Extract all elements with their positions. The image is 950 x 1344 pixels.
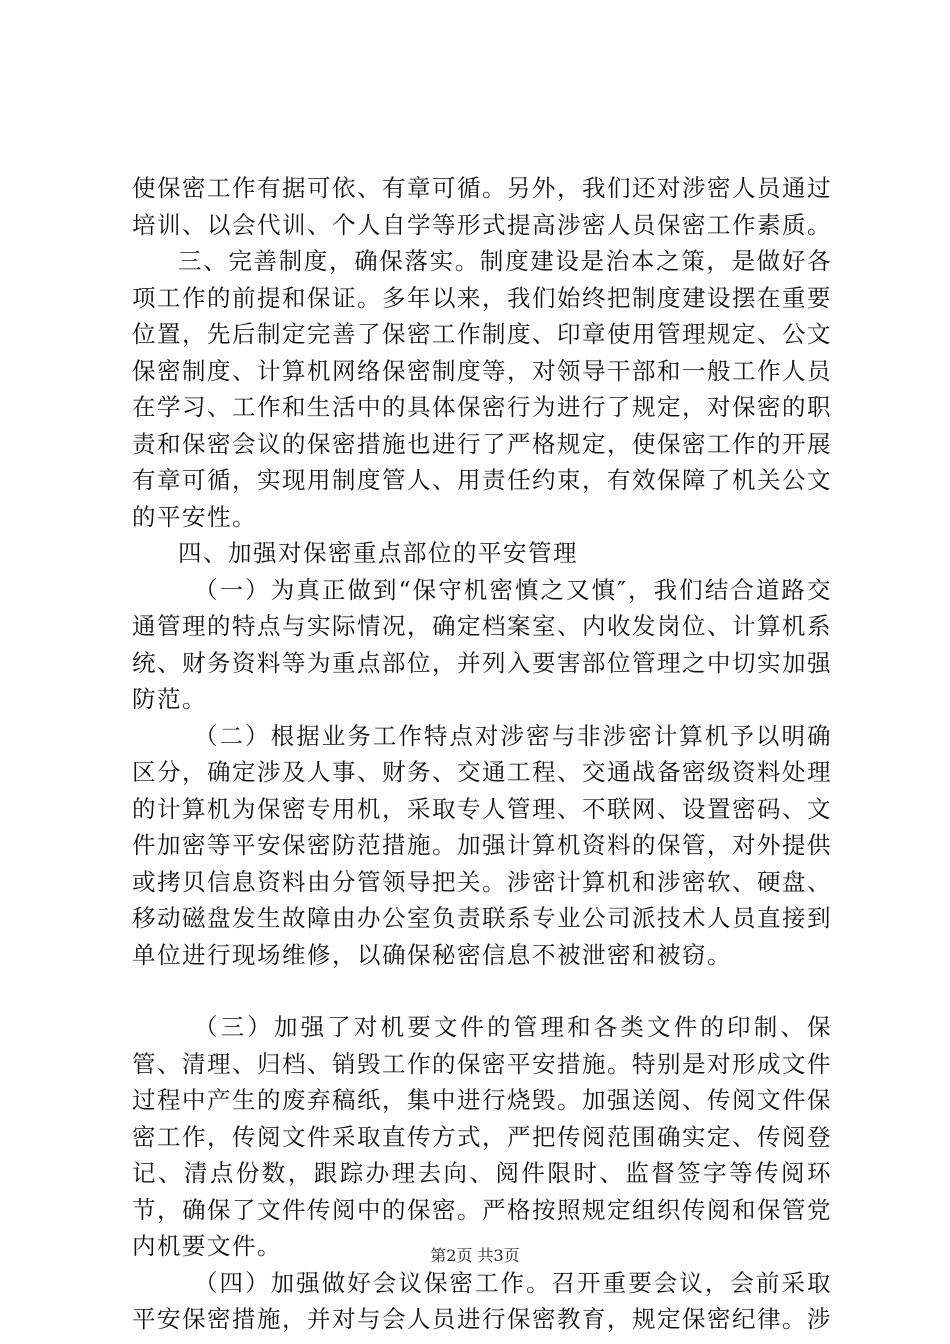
paragraph-item-four: （四）加强做好会议保密工作。召开重要会议，会前采取平安保密措施，并对与会人员进行保密教育，规定保密纪律。涉: [132, 1268, 832, 1333]
paragraph-item-one: （一）为真正做到“保守机密慎之又慎″，我们结合道路交通管理的特点与实际情况，确定档案室、内收发岗位、计算机系统、财务资料等为重点部位，并列入要害部位管理之中切实加强防范。: [132, 575, 832, 713]
document-body: [132, 170, 832, 1338]
paragraph-section-three: 三、完善制度，确保落实。制度建设是治本之策，是做好各项工作的前提和保证。多年以来，我们始终把制度建设摆在重要位置，先后制定完善了保密工作制度、印章使用管理规定、公文保密制度、计算机网络保密制度等，对领导干部和一般工作人员在学习、工作和生活中的具体保密行为进行了规定，对保密的职责和保密会议的保密措施也进行了严格规定，使保密工作的开展有章可循，实现用制度管人、用责任约束，有效保障了机关公文的平安性。: [132, 247, 832, 531]
paragraph-item-three: （三）加强了对机要文件的管理和各类文件的印制、保管、清理、归档、销毁工作的保密平安措施。特别是对形成文件过程中产生的废弃稿纸，集中进行烧毁。加强送阅、传阅文件保密工作，传阅文件采取直传方式，严把传阅范围确实定、传阅登记、清点份数，跟踪办理去向、阅件限时、监督签字等传阅环节，确保了文件传阅中的保密。严格按照规定组织传阅和保管党内机要文件。: [132, 1013, 832, 1260]
paragraph-gap: [132, 973, 832, 1009]
paragraph-continuation: 使保密工作有据可依、有章可循。另外，我们还对涉密人员通过培训、以会代训、个人自学等形式提高涉密人员保密工作素质。: [132, 174, 832, 239]
page-footer: 第2页 共3页: [430, 1246, 520, 1265]
paragraph-section-four-heading: 四、加强对保密重点部位的平安管理: [178, 539, 578, 567]
paragraph-item-two: （二）根据业务工作特点对涉密与非涉密计算机予以明确区分，确定涉及人事、财务、交通工程、交通战备密级资料处理的计算机为保密专用机，采取专人管理、不联网、设置密码、文件加密等平安保密防范措施。加强计算机资料的保管，对外提供或拷贝信息资料由分管领导把关。涉密计算机和涉密软、硬盘、移动磁盘发生故障由办公室负责联系专业公司派技术人员直接到单位进行现场维修，以确保秘密信息不被泄密和被窃。: [132, 721, 832, 969]
